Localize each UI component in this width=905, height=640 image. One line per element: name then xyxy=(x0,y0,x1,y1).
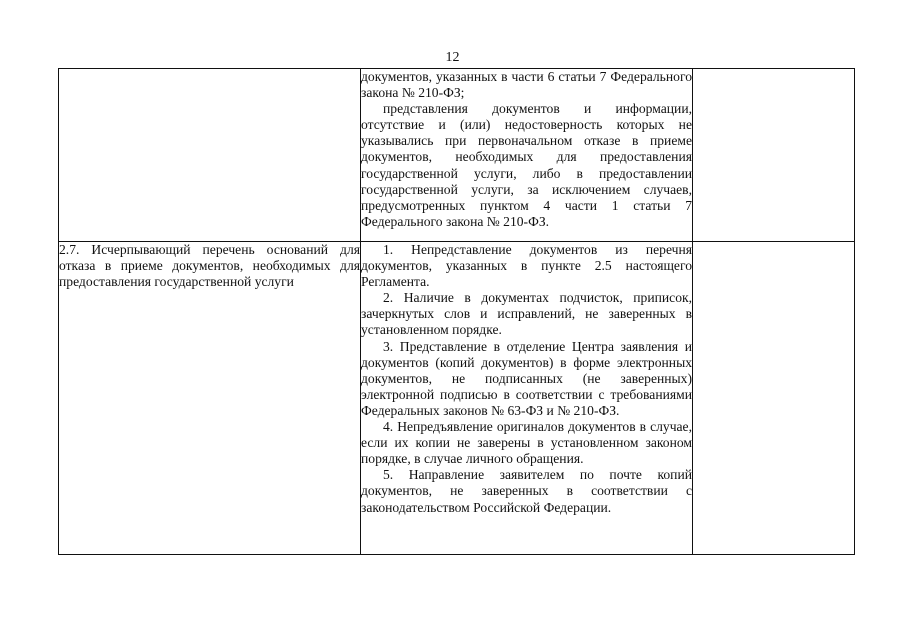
content-cell xyxy=(361,69,693,242)
content-paragraph: представления документов и информации, отсутствие и (или) недостоверность которых не указывались при первоначальном отказе в приеме документов, необходимых для предоставления государственной услуги, либо в предоставлении государственной услуги, за исключением случаев, предусмотренных пунктом 4 части 1 статьи 7 Федерального закона № 210-ФЗ. xyxy=(361,101,692,229)
content-paragraph: 1. Непредставление документов из перечня документов, указанных в пункте 2.5 настоящего Регламента. xyxy=(361,242,692,290)
content-paragraph: 2. Наличие в документах подчисток, приписок, зачеркнутых слов и исправлений, не заверенных в установленном порядке. xyxy=(361,290,692,338)
content-paragraph: 5. Направление заявителем по почте копий документов, не заверенных в соответствии с законодательством Российской Федерации. xyxy=(361,467,692,515)
notes-cell xyxy=(693,69,855,242)
content-paragraph: документов, указанных в части 6 статьи 7 Федерального закона № 210-ФЗ; xyxy=(361,69,692,101)
notes-cell xyxy=(693,242,855,555)
regulation-table xyxy=(58,68,855,555)
table-row xyxy=(59,242,855,555)
table-row xyxy=(59,69,855,242)
section-title-cell: 2.7. Исчерпывающий перечень оснований для отказа в приеме документов, необходимых для предоставления государственной услуги xyxy=(59,242,361,555)
content-paragraph: 3. Представление в отделение Центра заявления и документов (копий документов) в форме электронных документов, не подписанных (не заверенных) электронной подписью в соответствии с требованиями Федеральных законов № 63-ФЗ и № 210-ФЗ. xyxy=(361,338,692,418)
content-paragraph: 4. Непредъявление оригиналов документов в случае, если их копии не заверены в установленном законом порядке, в случае личного обращения. xyxy=(361,419,692,467)
page-number: 12 xyxy=(445,50,460,65)
section-title-cell xyxy=(59,69,361,242)
content-cell xyxy=(361,242,693,555)
